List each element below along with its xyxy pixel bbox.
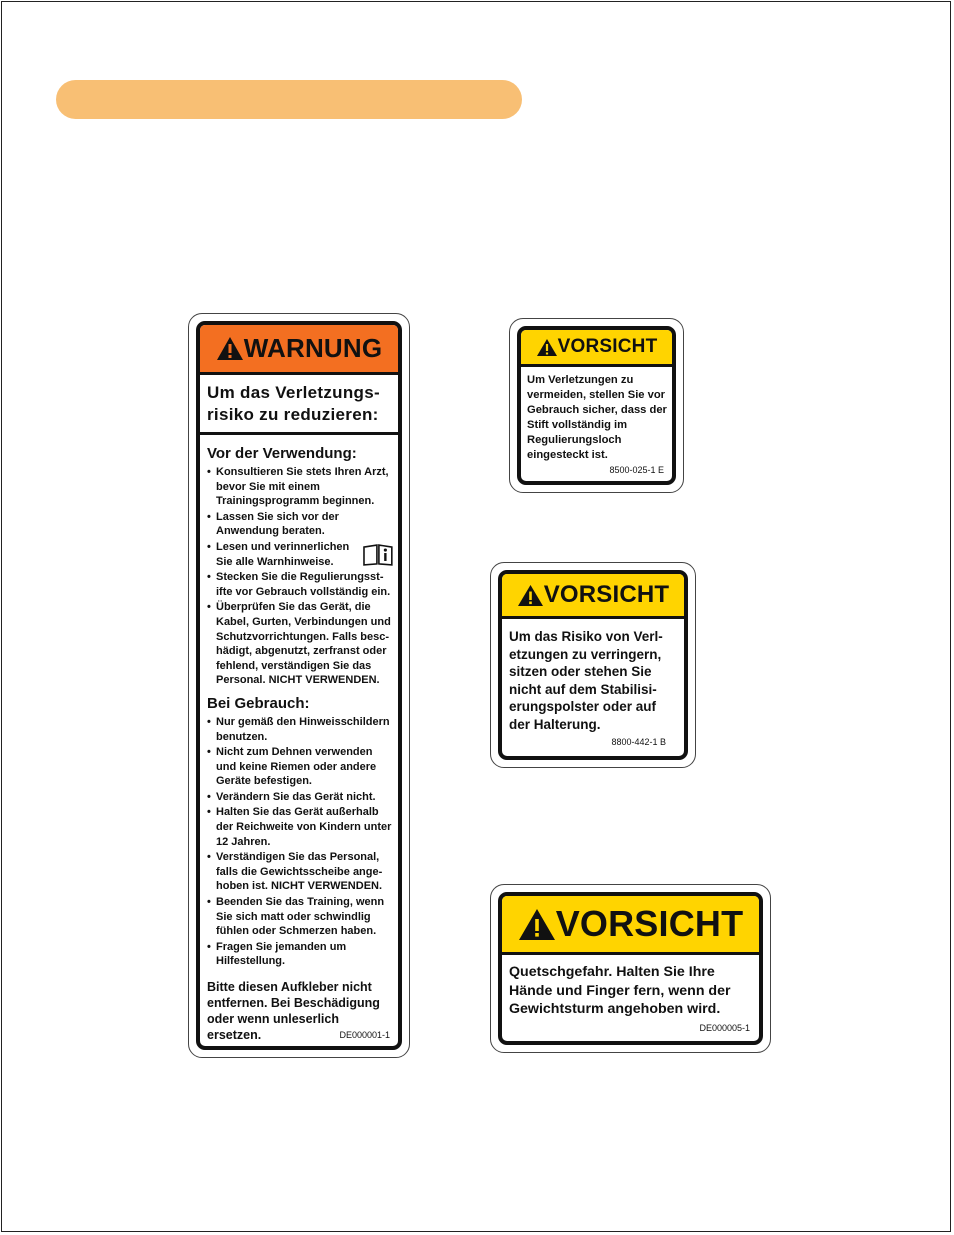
list-item: • Lesen und verinnerlichen Sie alle Warnhinweise. — [207, 540, 394, 569]
list-item: • Lassen Sie sich vor der Anwendung beraten. — [207, 510, 394, 539]
caution-header — [502, 574, 684, 619]
warning-triangle-icon — [216, 336, 244, 361]
caution-header — [521, 330, 672, 367]
section-title-before-use: Vor der Verwendung: — [207, 445, 357, 462]
list-item: • Nicht zum Dehnen verwenden und keine Riemen oder andere Geräte befestigen. — [207, 745, 394, 789]
warning-footer: Bitte diesen Aufkleber nicht entfernen. Bei Beschädigung oder wenn unleserlich ersetzen. — [207, 980, 380, 1042]
label-code: DE000001-1 — [339, 1030, 390, 1040]
warning-label — [188, 313, 410, 1058]
caution-header — [502, 896, 759, 955]
page-frame — [1, 1, 951, 1232]
caution-header-text: VORSICHT — [543, 581, 670, 608]
warning-triangle-icon — [517, 584, 544, 607]
caution-text: Um Verletzungen zu vermeiden, stellen Sie vor Gebrauch sicher, dass der Stift vollständig im Regulierungsloch eingesteckt ist. — [527, 374, 667, 461]
list-item: • Stecken Sie die Regulierungsst-ifte vor Gebrauch vollständig ein. — [207, 570, 394, 599]
list-item: • Verändern Sie das Gerät nicht. — [207, 790, 394, 805]
caution-header-text: VORSICHT — [555, 903, 744, 944]
during-use-list — [207, 715, 394, 969]
list-item: • Beenden Sie das Training, wenn Sie sich matt oder schwindlig fühlen oder Schmerzen haben. — [207, 895, 394, 939]
warning-subtitle: Um das Verletzungs- risiko zu reduzieren: — [200, 375, 398, 435]
list-item: • Konsultieren Sie stets Ihren Arzt, bevor Sie mit einem Trainingsprogramm beginnen. — [207, 465, 394, 509]
list-item: • Halten Sie das Gerät außerhalb der Reichweite von Kindern unter 12 Jahren. — [207, 805, 394, 849]
caution-label-pin-inner — [517, 326, 676, 485]
caution-label-pin — [509, 318, 684, 493]
caution-label-stabilizer-inner — [498, 570, 688, 760]
caution-label-pinch-inner — [498, 892, 763, 1045]
warning-triangle-icon — [518, 908, 556, 941]
caution-header-text: VORSICHT — [557, 336, 658, 357]
caution-label-pinch — [490, 884, 771, 1053]
list-item: • Nur gemäß den Hinweisschildern benutzen. — [207, 715, 394, 744]
warning-triangle-icon — [536, 338, 558, 357]
warning-header-text: WARNUNG — [243, 333, 383, 363]
warning-header — [200, 325, 398, 375]
before-use-list — [207, 465, 394, 688]
list-item: • Verständigen Sie das Personal, falls die Gewichtsscheibe ange-hoben ist. NICHT VERWENDEN. — [207, 850, 394, 894]
warning-body — [200, 435, 398, 1043]
manual-book-icon — [362, 543, 394, 567]
section-title-during-use: Bei Gebrauch: — [207, 694, 310, 712]
caution-label-stabilizer — [490, 562, 696, 768]
caution-text: Quetschgefahr. Halten Sie Ihre Hände und Finger fern, wenn der Gewichtsturm angehoben wird. — [509, 964, 731, 1017]
caution-text: Um das Risiko von Verl-etzungen zu verringern, sitzen oder stehen Sie nicht auf dem Stabilisi-erungspolster oder auf der Halterung. — [509, 629, 663, 732]
list-item: • Fragen Sie jemanden um Hilfestellung. — [207, 940, 394, 969]
label-code: 8500-025-1 E — [609, 465, 664, 475]
label-code: 8800-442-1 B — [611, 737, 666, 747]
section-header-bar — [56, 80, 522, 119]
list-item: • Überprüfen Sie das Gerät, die Kabel, Gurten, Verbindungen und Schutzvorrichtungen. Falls besc-hädigt, abgenutzt, zerfranst oder fehlend, verständigen Sie das Personal. NICHT VERWENDEN. — [207, 600, 394, 688]
label-code: DE000005-1 — [699, 1023, 750, 1033]
warning-label-inner — [196, 321, 402, 1050]
